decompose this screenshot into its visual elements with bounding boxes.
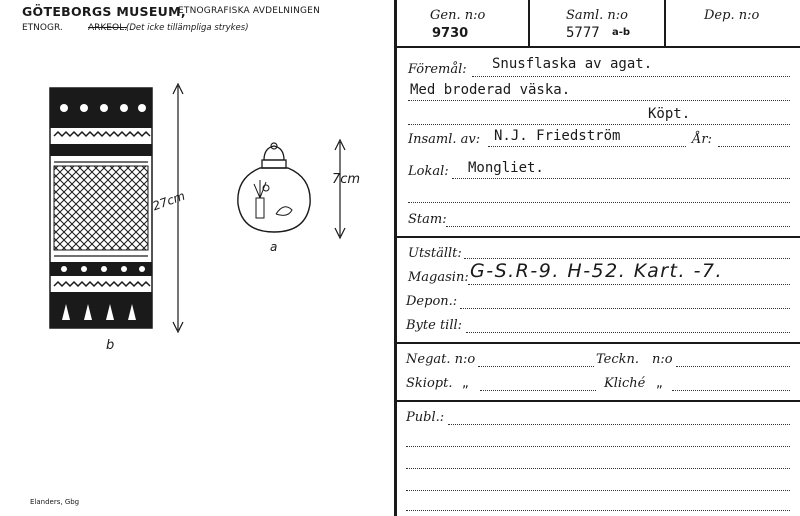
card-divider-2 <box>664 0 666 46</box>
lokal-label: Lokal: <box>408 164 449 179</box>
item-b-label: b <box>106 338 115 353</box>
dep-no-label: Dep. n:o <box>704 8 760 23</box>
pouch-drawing <box>40 80 200 360</box>
byte-label: Byte till: <box>406 318 463 333</box>
ar-line <box>718 146 790 147</box>
publ-rule <box>396 400 800 402</box>
department-name: ETNOGRAFISKA AVDELNINGEN <box>178 6 321 16</box>
utstallt-line <box>464 258 790 259</box>
stam-line <box>446 226 790 227</box>
publ-line-3 <box>406 468 790 469</box>
skiopt-line <box>480 390 596 391</box>
arkeol-label-struck: ARKEOL. <box>88 23 127 33</box>
strike-note: (Det icke tillämpliga strykes) <box>126 23 249 33</box>
stam-rule <box>396 236 800 238</box>
foremal-value-3: Köpt. <box>648 106 691 122</box>
foremal-line <box>472 76 790 77</box>
ar-label: År: <box>692 132 712 147</box>
lokal-line <box>452 178 790 179</box>
negat-label: Negat. n:o <box>406 352 476 367</box>
publ-line-4 <box>406 490 790 491</box>
gen-no-value: 9730 <box>432 26 469 41</box>
foremal-value-2: Med broderad väska. <box>410 82 571 98</box>
foremal-label: Föremål: <box>408 62 467 77</box>
publ-line-5 <box>406 510 790 511</box>
card-left-border <box>394 0 397 516</box>
saml-no-suffix: a-b <box>612 27 631 38</box>
card-divider-1 <box>528 0 530 46</box>
foremal-value: Snusflaska av agat. <box>492 56 653 72</box>
magasin-value: G-S.R-9. H-52. Kart. -7. <box>470 260 724 282</box>
magasin-line <box>468 284 790 285</box>
museum-name: GÖTEBORGS MUSEUM, <box>22 4 186 19</box>
teckn-label: Teckn. <box>596 352 640 367</box>
stam-label: Stam: <box>408 212 447 227</box>
utstallt-label: Utställt: <box>408 246 462 261</box>
publ-line-1 <box>448 424 790 425</box>
snuff-bottle-drawing <box>230 138 360 248</box>
byte-rule <box>396 342 800 344</box>
gen-no-label: Gen. n:o <box>430 8 486 23</box>
insaml-line <box>488 146 686 147</box>
teckn-line <box>676 366 790 367</box>
magasin-label: Magasin: <box>408 270 469 285</box>
kliche-ditto: „ <box>656 376 663 391</box>
kliche-label: Kliché <box>604 376 646 391</box>
etnogr-label: ETNOGR. <box>22 23 63 33</box>
insaml-value: N.J. Friedström <box>494 128 621 144</box>
printer-imprint: Elanders, Gbg <box>30 498 80 506</box>
kliche-line <box>672 390 790 391</box>
length-label: 27cm <box>150 188 187 214</box>
lokal-value: Mongliet. <box>468 160 544 176</box>
depon-line <box>460 308 790 309</box>
byte-line <box>466 332 790 333</box>
foremal-line-3 <box>408 124 790 125</box>
saml-no-value: 5777 <box>566 25 600 41</box>
teckn-no-label: n:o <box>652 352 673 367</box>
insaml-label: Insaml. av: <box>408 132 481 147</box>
foremal-line-2 <box>408 100 790 101</box>
publ-line-2 <box>406 446 790 447</box>
lokal-line-2 <box>408 202 790 203</box>
height-label: 7cm <box>332 172 361 187</box>
skiopt-label: Skiopt. <box>406 376 453 391</box>
saml-no-label: Saml. n:o <box>566 8 628 23</box>
item-a-label: a <box>270 240 278 254</box>
publ-label: Publ.: <box>406 410 445 425</box>
card-header-border <box>394 46 800 48</box>
negat-line <box>478 366 594 367</box>
skiopt-ditto: „ <box>462 376 469 391</box>
depon-label: Depon.: <box>406 294 458 309</box>
